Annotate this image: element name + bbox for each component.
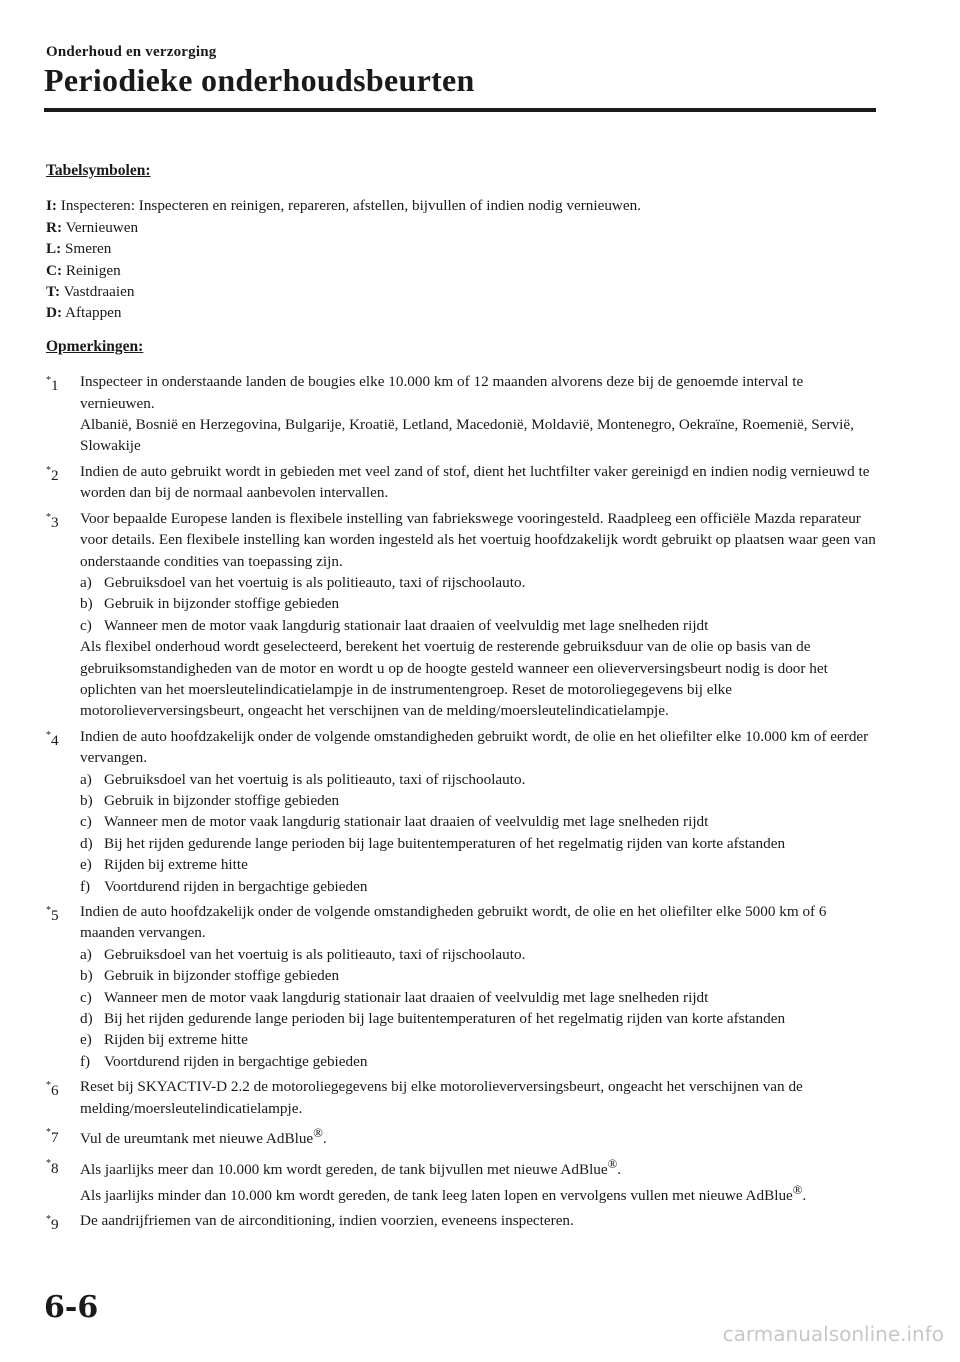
note-text: Indien de auto hoofdzakelijk onder de volgende omstandigheden gebruikt wordt, de olie en het oliefilter elke 5000 km of 6 maanden vervangen. <box>80 903 827 942</box>
registered-mark: ® <box>607 1156 618 1171</box>
note-subitem: c) Wanneer men de motor vaak langdurig stationair laat draaien of veelvuldig met lage snelheden rijdt <box>80 616 709 634</box>
note-7 <box>46 1123 876 1149</box>
note-subitem: d) Bij het rijden gedurende lange perioden bij lage buitentemperaturen of het regelmatig rijden van korte afstanden <box>80 834 786 852</box>
note-number: *9 <box>46 1214 59 1234</box>
section-label: Onderhoud en verzorging <box>46 44 217 60</box>
note-subitem: a) Gebruiksdoel van het voertuig is als politieauto, taxi of rijschoolauto. <box>80 573 526 591</box>
symbol-text: Vastdraaien <box>63 283 135 301</box>
note-1 <box>46 371 876 457</box>
note-subitem: b) Gebruik in bijzonder stoffige gebieden <box>80 791 340 809</box>
symbol-item <box>46 302 876 323</box>
page-title: Periodieke onderhoudsbeurten <box>44 62 475 98</box>
symbol-text: Smeren <box>64 240 112 258</box>
note-subitem: c) Wanneer men de motor vaak langdurig stationair laat draaien of veelvuldig met lage snelheden rijdt <box>80 813 709 831</box>
note-subitem: c) Wanneer men de motor vaak langdurig stationair laat draaien of veelvuldig met lage snelheden rijdt <box>80 988 709 1006</box>
note-subitem: a) Gebruiksdoel van het voertuig is als politieauto, taxi of rijschoolauto. <box>80 770 526 788</box>
note-6 <box>46 1076 876 1119</box>
note-subitem: f) Voortdurend rijden in bergachtige gebieden <box>80 877 368 895</box>
symbol-item <box>46 217 876 238</box>
note-number: *4 <box>46 729 59 749</box>
registered-mark: ® <box>313 1126 323 1141</box>
note-number: *7 <box>46 1127 59 1147</box>
symbol-key: I: <box>46 197 57 215</box>
page-number: 6-6 <box>44 1290 99 1325</box>
note-5 <box>46 901 876 1072</box>
note-8 <box>46 1154 876 1207</box>
note-4 <box>46 726 876 897</box>
symbol-text: Inspecteren: Inspecteren en reinigen, repareren, afstellen, bijvullen of indien nodig vernieuwen. <box>60 197 642 215</box>
note-subitem: b) Gebruik in bijzonder stoffige gebieden <box>80 967 340 985</box>
symbol-text: Reinigen <box>65 261 121 279</box>
symbols-heading: Tabelsymbolen: <box>46 162 151 179</box>
content <box>46 160 876 1236</box>
note-text: Indien de auto hoofdzakelijk onder de volgende omstandigheden gebruikt wordt, de olie en het oliefilter elke 10.000 km of eerder vervangen. <box>80 727 869 767</box>
note-subitem: a) Gebruiksdoel van het voertuig is als politieauto, taxi of rijschoolauto. <box>80 945 526 963</box>
note-2 <box>46 461 876 504</box>
note-9 <box>46 1210 876 1234</box>
symbols-list <box>46 195 876 323</box>
note-number: *1 <box>46 375 59 395</box>
note-number: *8 <box>46 1157 59 1177</box>
symbol-item <box>46 281 876 302</box>
symbol-key: C: <box>46 261 63 279</box>
note-text: Indien de auto gebruikt wordt in gebieden met veel zand of stof, dient het luchtfilter vaker gereinigd en indien nodig vernieuwd te worden dan bij de normaal aanbevolen intervallen. <box>80 462 870 502</box>
note-number: *2 <box>46 464 59 484</box>
symbol-key: R: <box>46 218 63 236</box>
symbol-item <box>46 238 876 259</box>
registered-mark: ® <box>792 1183 803 1197</box>
note-text: Als jaarlijks meer dan 10.000 km wordt gereden, de tank bijvullen met nieuwe AdBlue®. <box>80 1156 622 1178</box>
note-number: *5 <box>46 905 59 925</box>
title-rule <box>44 108 876 112</box>
note-subitem: e) Rijden bij extreme hitte <box>80 856 248 874</box>
note-number: *6 <box>46 1080 59 1100</box>
watermark: carmanualsonline.info <box>722 1322 944 1346</box>
note-text: Reset bij SKYACTIV-D 2.2 de motoroliegegevens bij elke motorolieverversingsbeurt, ongeacht het verschijnen van de melding/moersleutelindicatielampje. <box>80 1078 803 1117</box>
note-number: *3 <box>46 511 59 531</box>
symbol-text: Aftappen <box>65 304 122 322</box>
note-text: Inspecteer in onderstaande landen de bougies elke 10.000 km of 12 maanden alvorens deze bij de genoemde interval te vernieuwen. <box>80 373 804 412</box>
note-subitem: d) Bij het rijden gedurende lange perioden bij lage buitentemperaturen of het regelmatig rijden van korte afstanden <box>80 1010 786 1028</box>
note-text: Voor bepaalde Europese landen is flexibele instelling van fabriekswege vooringesteld. Raadpleeg een officiële Mazda reparateur voor details. Een flexibele instelling kan worden ingesteld als het voertuig hoofdzakelijk wordt gebruikt op plaatsen waar geen van onderstaande condities van toepassing zijn. <box>80 509 876 570</box>
symbol-key: L: <box>46 240 62 258</box>
note-subitem: b) Gebruik in bijzonder stoffige gebieden <box>80 595 340 613</box>
note-text: Vul de ureumtank met nieuwe AdBlue®. <box>80 1126 327 1148</box>
notes-heading: Opmerkingen: <box>46 337 144 355</box>
note-text: Als flexibel onderhoud wordt geselecteerd, berekent het voertuig de resterende gebruiksduur van de olie op basis van de gebruiksomstandigheden van de motor en wordt u op de hoogte gesteld wanneer een olieverversingsbeurt nodig is door het oplichten van het moersleutelindicatielampje in de instrumentengroep. Reset de motoroliegegevens bij elke motorolieverversingsbeurt, ongeacht het verschijnen van de melding/moersleutelindicatielampje. <box>80 638 828 720</box>
note-text: Albanië, Bosnië en Herzegovina, Bulgarije, Kroatië, Letland, Macedonië, Moldavië, Montenegro, Oekraïne, Roemenië, Servië, Slowakije <box>80 416 854 455</box>
symbol-item <box>46 195 876 216</box>
note-3 <box>46 508 876 722</box>
note-text: Als jaarlijks minder dan 10.000 km wordt gereden, de tank leeg laten lopen en vervolgens vullen met nieuwe AdBlue®. <box>80 1183 807 1205</box>
note-subitem: f) Voortdurend rijden in bergachtige gebieden <box>80 1052 368 1070</box>
note-subitem: e) Rijden bij extreme hitte <box>80 1031 248 1049</box>
symbol-key: T: <box>46 283 61 301</box>
symbol-key: D: <box>46 304 63 322</box>
note-text: De aandrijfriemen van de airconditioning, indien voorzien, eveneens inspecteren. <box>80 1212 574 1230</box>
symbol-text: Vernieuwen <box>65 218 139 236</box>
symbol-item <box>46 260 876 281</box>
